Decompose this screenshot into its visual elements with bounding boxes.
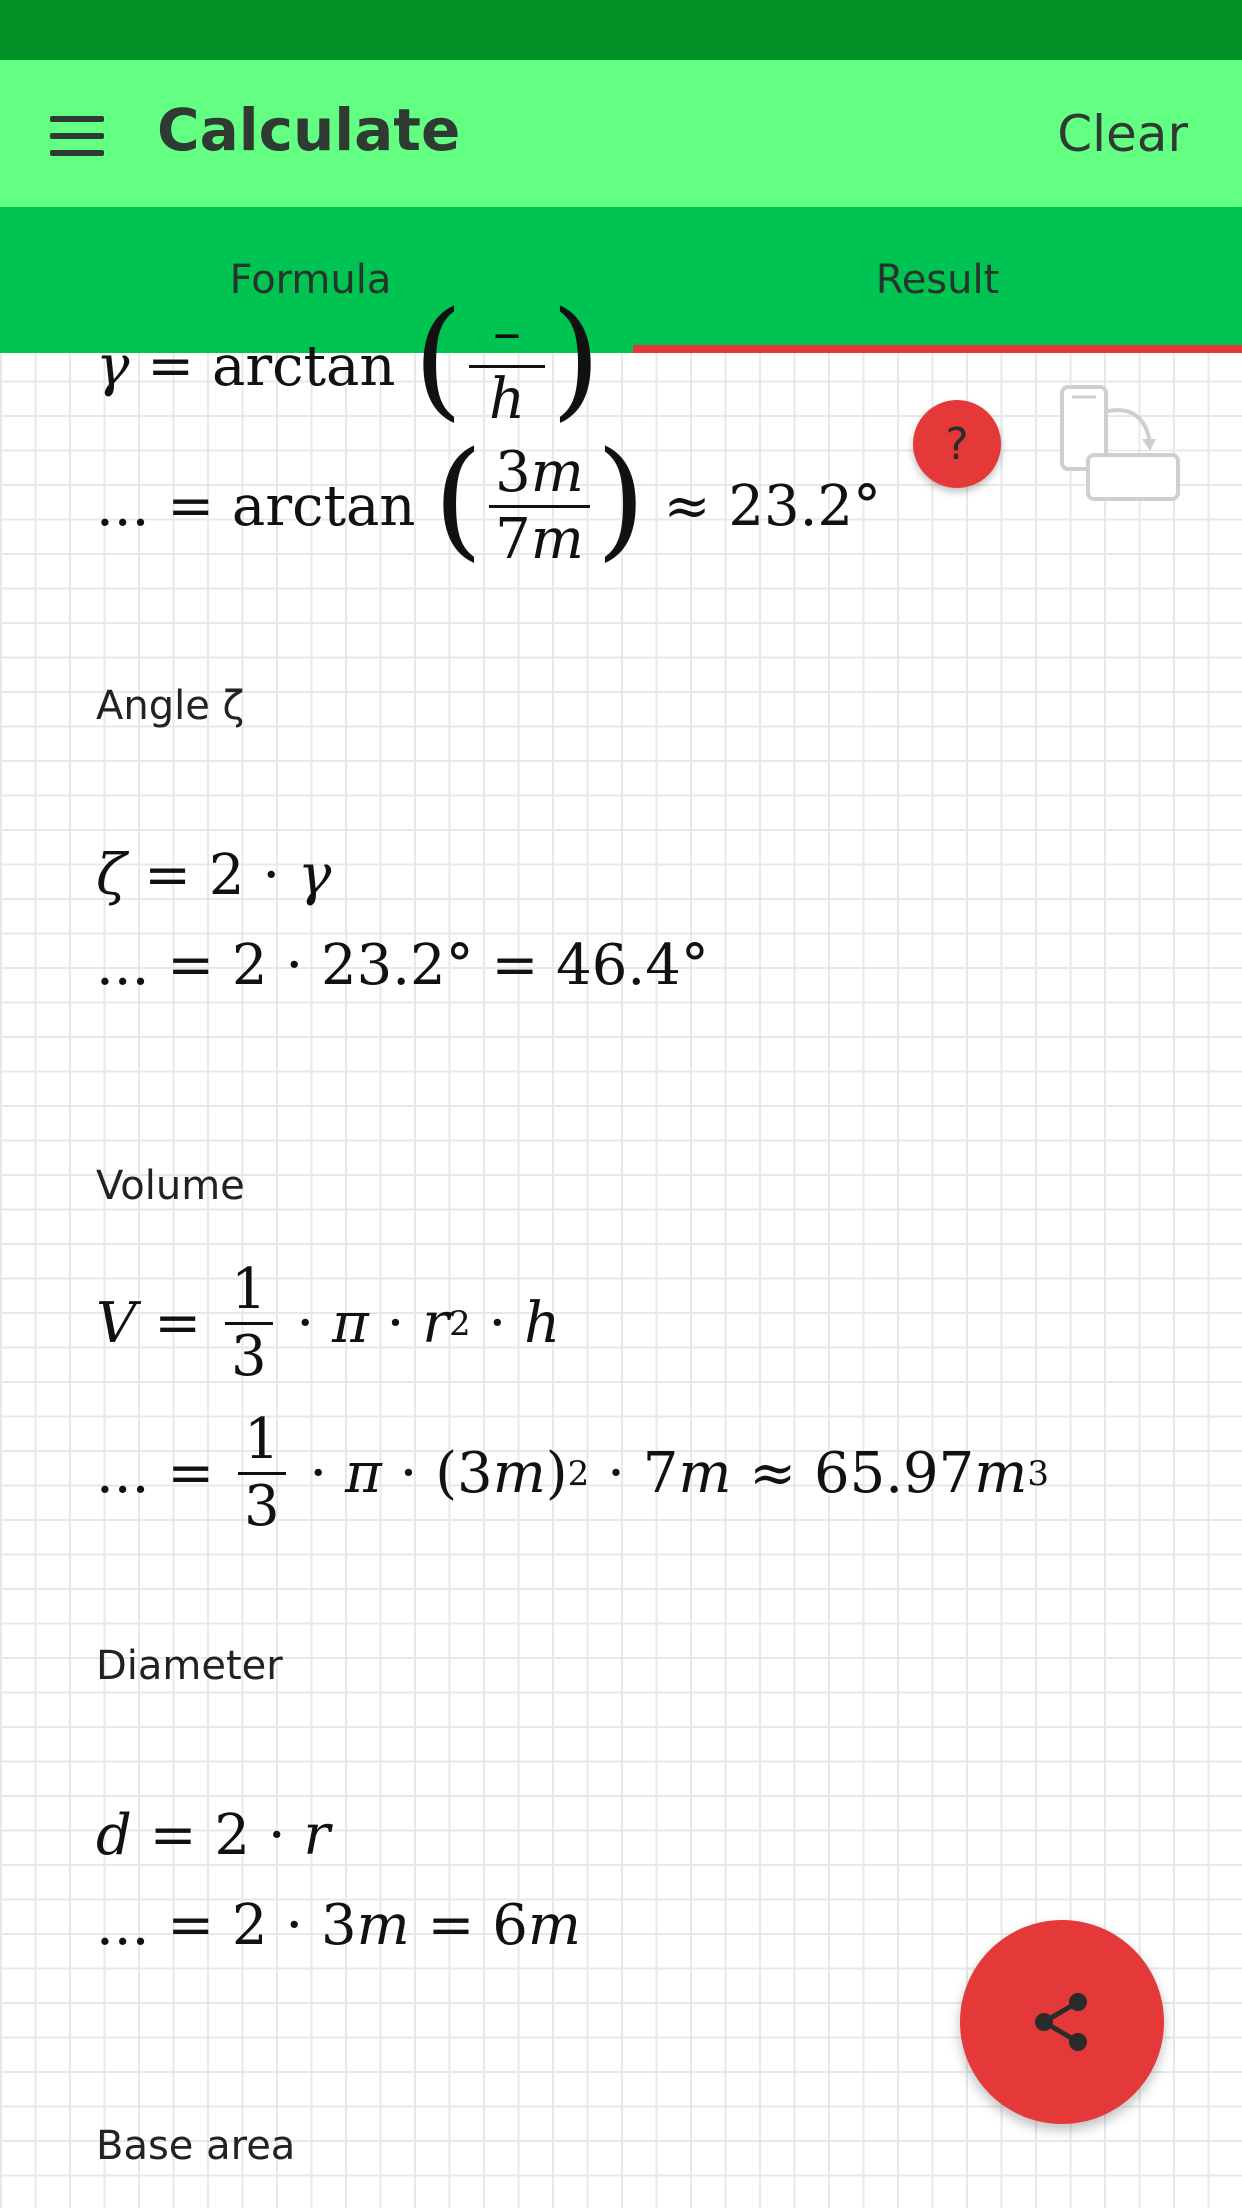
zeta-formula: ζ = 2 · γ [96, 843, 332, 908]
hamburger-menu-icon[interactable] [50, 116, 106, 156]
diameter-result: ... = 2 · 3 m = 6 m [96, 1893, 581, 1958]
help-button[interactable]: ? [913, 400, 1001, 488]
section-label-diameter: Diameter [96, 1643, 283, 1689]
diameter-formula: d = 2 · r [96, 1803, 331, 1868]
clear-button[interactable]: Clear [1057, 105, 1188, 163]
tab-formula[interactable]: Formula [229, 257, 392, 303]
rotate-device-icon[interactable] [1058, 383, 1184, 503]
selected-tab-indicator [633, 345, 1242, 353]
gamma-result: ... = arctan ( $\frac{3m}{7m}$ ) ≈ 23.2° [96, 424, 882, 574]
share-icon [1030, 1990, 1094, 2054]
section-label-volume: Volume [96, 1163, 245, 1209]
app-bar [0, 60, 1242, 207]
zeta-result: ... = 2 · 23.2° = 46.4° [96, 933, 709, 998]
section-label-angle-zeta: Angle ζ [96, 683, 245, 729]
status-bar [0, 0, 1242, 60]
app-title: Calculate [157, 96, 461, 164]
volume-result: ... = $\frac{1}{3}$ · π · (3 m ) 2 · 7 m ≈ 65.97 m 3 [96, 1407, 1050, 1540]
tab-result[interactable]: Result [875, 257, 1000, 303]
volume-formula: V = $\frac{1}{3}$ · π · r 2 · h [96, 1257, 561, 1390]
share-button[interactable] [960, 1920, 1164, 2124]
section-label-base-area: Base area [96, 2123, 296, 2169]
gamma-formula: γ = arctan ( $\frac{-}{h}$ ) [96, 284, 601, 434]
